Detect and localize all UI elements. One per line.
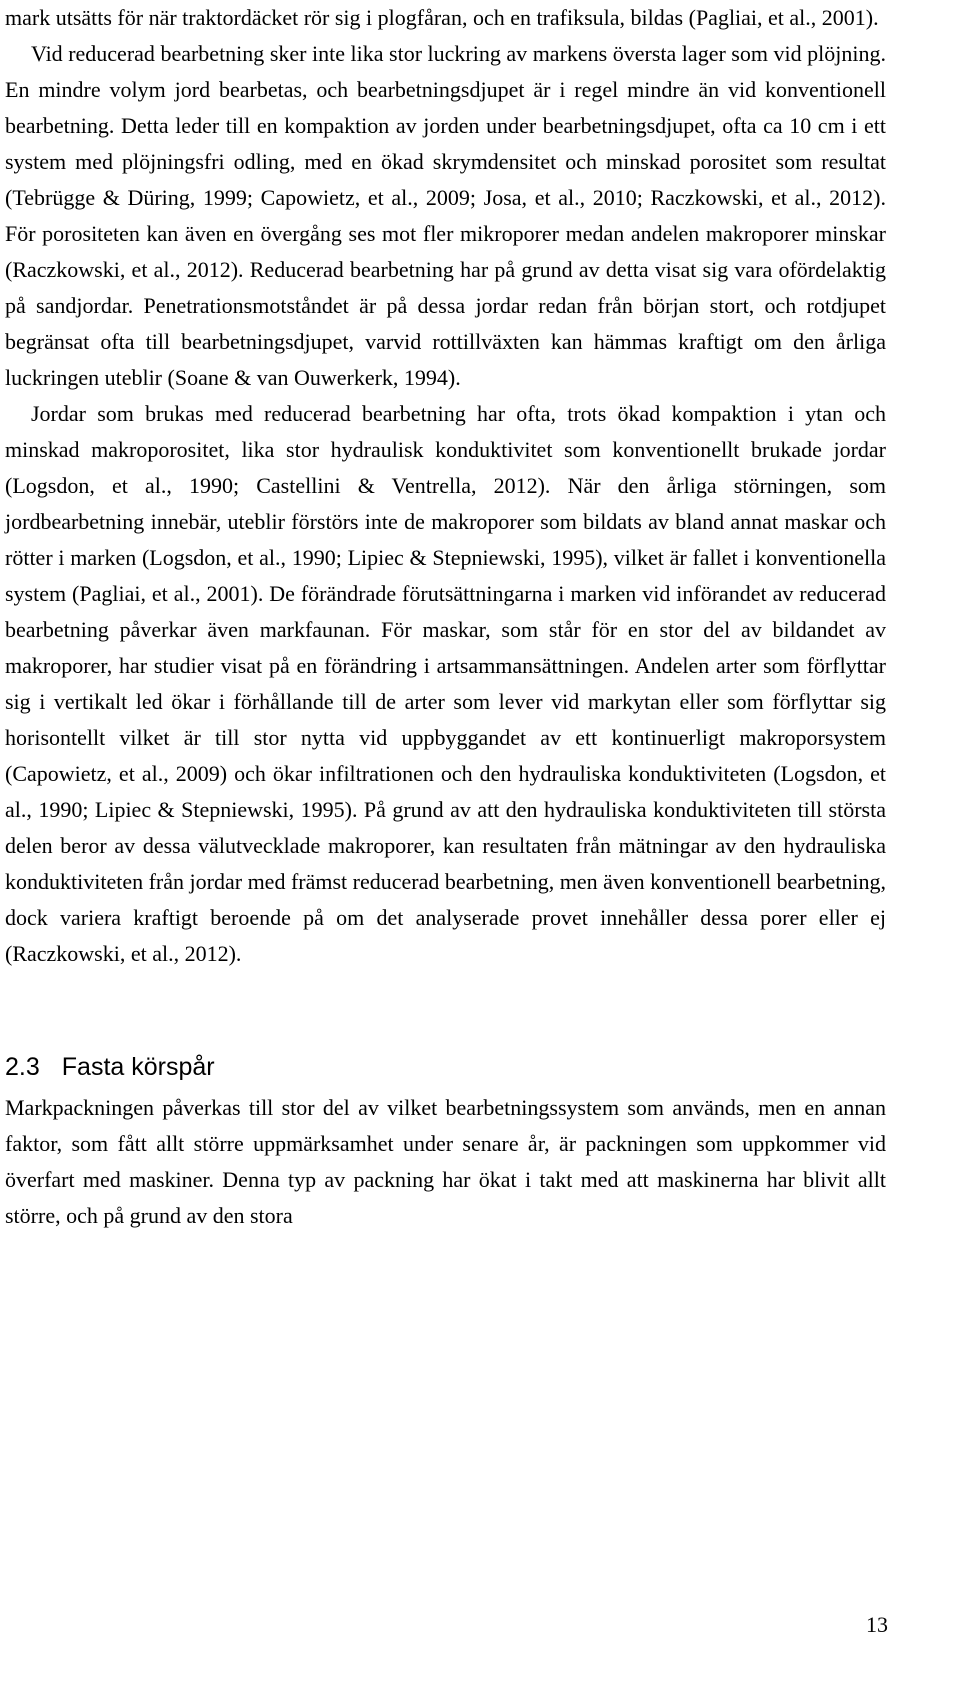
paragraph-reduced-tillage: Vid reducerad bearbetning sker inte lika stor luckring av markens översta lager som vid plöjning. En mindre volym jord bearbetas, och bearbetningsdjupet är i regel mindre än vid konventionell bearbetning. Detta leder till en kompaktion av jorden under bearbetningsdjupet, ofta ca 10 cm i ett system med plöjningsfri odling, med en ökad skrymdensitet och minskad porositet som resultat (Tebrügge & Düring, 1999; Capowietz, et al., 2009; Josa, et al., 2010; Raczkowski, et al., 2012). För porositeten kan även en övergång ses mot fler mikroporer medan andelen makroporer minskar (Raczkowski, et al., 2012). Reducerad bearbetning har på grund av detta visat sig vara ofördelaktig på sandjordar. Penetrationsmotståndet är på dessa jordar redan från början stort, och rotdjupet begränsat ofta till bearbetningsdjupet, varvid rottillväxten kan hämmas kraftigt om den årliga luckringen uteblir (Soane & van Ouwerkerk, 1994).	[5, 41, 886, 390]
section-number: 2.3	[5, 1053, 40, 1081]
paragraph-hydraulic-conductivity: Jordar som brukas med reducerad bearbetning har ofta, trots ökad kompaktion i ytan och minskad makroporositet, lika stor hydraulisk konduktivitet som konventionellt brukade jordar (Logsdon, et al., 1990; Castellini & Ventrella, 2012). När den årliga störningen, som jordbearbetning innebär, uteblir förstörs inte de makroporer som bildats av bland annat maskar och rötter i marken (Logsdon, et al., 1990; Lipiec & Stepniewski, 1995), vilket är fallet i konventionella system (Pagliai, et al., 2001). De förändrade förutsättningarna i marken vid införandet av reducerad bearbetning påverkar även markfaunan. För maskar, som står för en stor del av bildandet av makroporer, har studier visat på en förändring i artsammansättningen. Andelen arter som förflyttar sig i vertikalt led ökar i förhållande till de arter som lever vid markytan eller som förflyttar sig horisontellt vilket är till stor nytta vid uppbyggandet av ett kontinuerligt makroporsystem (Capowietz, et al., 2009) och ökar infiltrationen och den hydrauliska konduktiviteten (Logsdon, et al., 1990; Lipiec & Stepniewski, 1995). På grund av att den hydrauliska konduktiviteten till största delen beror av dessa välutvecklade makroporer, kan resultaten från mätningar av den hydrauliska konduktiviteten från jordar med främst reducerad bearbetning, men även konventionell bearbetning, dock variera kraftigt beroende på om det analyserade provet innehåller dessa porer eller ej (Raczkowski, et al., 2012).	[5, 401, 886, 966]
paragraph-continuation: mark utsätts för när traktordäcket rör sig i plogfåran, och en trafiksula, bildas (Pagliai, et al., 2001).	[5, 5, 879, 30]
paragraph-section-intro: Markpackningen påverkas till stor del av vilket bearbetningssystem som används, men en annan faktor, som fått allt större uppmärksamhet under senare år, är packningen som uppkommer vid överfart med maskiner. Denna typ av packning har ökat i takt med att maskinerna har blivit allt större, och på grund av den stora	[5, 1095, 886, 1228]
page-number: 13	[866, 1612, 888, 1637]
document-page	[5, 0, 886, 1234]
section-title: Fasta körspår	[61, 1053, 215, 1081]
section-heading	[5, 1048, 886, 1086]
